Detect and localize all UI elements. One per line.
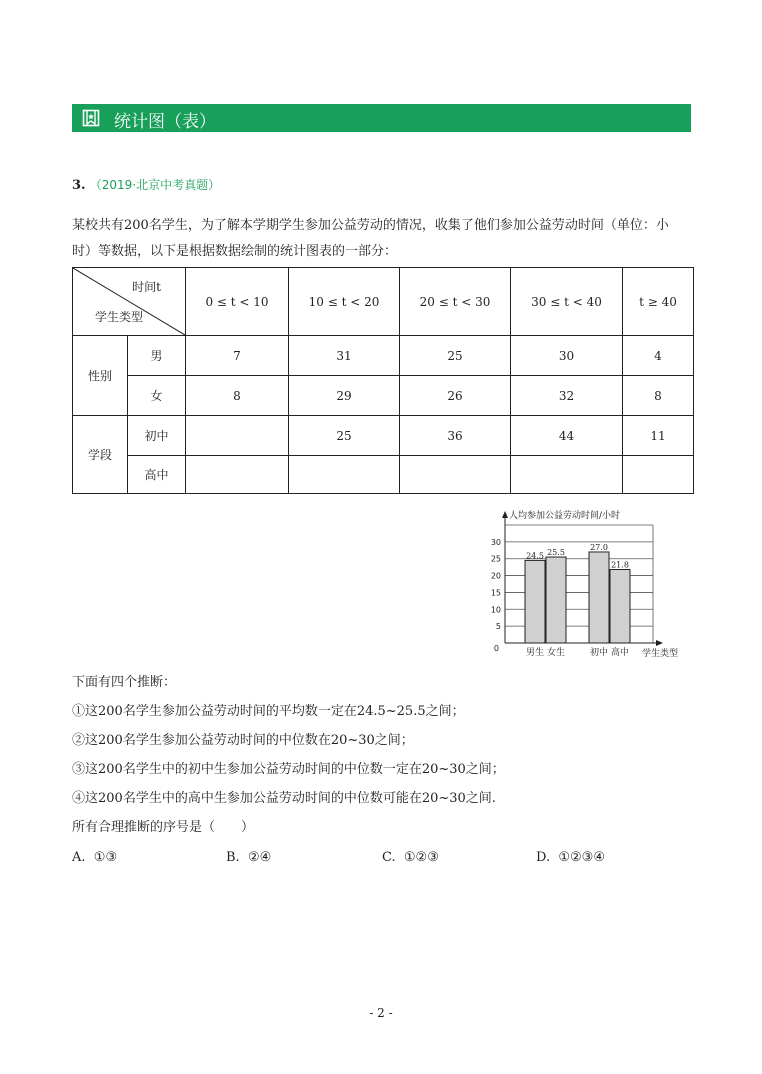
table-header: 0 ≤ t < 10 [186, 268, 289, 336]
chart-title: 人均参加公益劳动时间/小时 [509, 511, 621, 521]
option-letter: D. [536, 850, 551, 865]
table-cell [400, 456, 511, 494]
table-cell [289, 456, 400, 494]
bar-value-label: 24.5 [526, 551, 544, 561]
bar-chart [470, 505, 685, 663]
option-text: ②④ [247, 850, 272, 865]
table-row [73, 336, 694, 376]
intro-line-1: 某校共有200名学生，为了解本学期学生参加公益劳动的情况，收集了他们参加公益劳动时间（单位：小 [72, 218, 669, 233]
table-header: 30 ≤ t < 40 [511, 268, 623, 336]
group-label: 性别 [73, 336, 128, 416]
table-cell: 29 [289, 376, 400, 416]
option-c[interactable] [382, 850, 439, 865]
x-tick-label: 男生 [525, 648, 545, 658]
corner-time-label: 时间t [132, 280, 161, 294]
statement-4: ④这200名学生中的高中生参加公益劳动时间的中位数可能在20~30之间. [72, 791, 496, 806]
option-text: ①②③④ [558, 850, 605, 865]
option-a[interactable] [72, 850, 117, 865]
x-axis-label: 学生类型 [642, 649, 679, 659]
table-row [73, 416, 694, 456]
x-tick-label: 高中 [610, 648, 630, 658]
table-header: t ≥ 40 [623, 268, 694, 336]
bar [589, 552, 609, 643]
question-number: 3. [72, 178, 86, 193]
question-heading [72, 176, 220, 193]
section-header [72, 104, 691, 132]
table-cell: 7 [186, 336, 289, 376]
row-label: 初中 [128, 416, 186, 456]
table-cell: 25 [289, 416, 400, 456]
bar-value-label: 25.5 [547, 548, 565, 558]
x-tick-label: 初中 [589, 648, 609, 658]
table-cell [511, 456, 623, 494]
y-tick-label: 10 [490, 605, 501, 615]
option-text: ①③ [93, 850, 118, 865]
table-row [73, 376, 694, 416]
y-tick-label: 30 [490, 537, 501, 547]
table-cell: 26 [400, 376, 511, 416]
table-cell: 11 [623, 416, 694, 456]
table-header: 10 ≤ t < 20 [289, 268, 400, 336]
table-cell: 8 [623, 376, 694, 416]
y-tick-label: 15 [490, 588, 501, 598]
table-row [73, 456, 694, 494]
statement-1: ①这200名学生参加公益劳动时间的平均数一定在24.5~25.5之间； [72, 704, 465, 719]
bar-value-label: 21.8 [611, 560, 629, 570]
statements-intro: 下面有四个推断： [72, 675, 177, 690]
table-header: 20 ≤ t < 30 [400, 268, 511, 336]
table-cell: 8 [186, 376, 289, 416]
table-cell: 25 [400, 336, 511, 376]
option-text: ①②③ [403, 850, 439, 865]
data-table [72, 267, 694, 494]
table-cell [186, 416, 289, 456]
option-letter: B. [226, 850, 240, 865]
option-b[interactable] [226, 850, 271, 865]
bar [525, 560, 545, 643]
x-tick-label: 女生 [546, 648, 566, 658]
option-letter: C. [382, 850, 396, 865]
statement-2: ②这200名学生参加公益劳动时间的中位数在20~30之间； [72, 733, 414, 748]
question-intro [72, 213, 692, 265]
corner-type-label: 学生类型 [95, 310, 144, 324]
table-cell: 44 [511, 416, 623, 456]
bar [546, 557, 566, 643]
y-tick-label: 5 [495, 622, 501, 632]
y-tick-label: 25 [490, 554, 501, 564]
table-cell [623, 456, 694, 494]
question-source: （2019·北京中考真题） [89, 178, 221, 192]
row-label: 男 [128, 336, 186, 376]
bar [610, 570, 630, 643]
table-cell: 36 [400, 416, 511, 456]
section-title: 统计图（表） [114, 112, 216, 132]
option-letter: A. [72, 850, 86, 865]
row-label: 高中 [128, 456, 186, 494]
table-cell: 32 [511, 376, 623, 416]
statements [72, 668, 505, 842]
statement-3: ③这200名学生中的初中生参加公益劳动时间的中位数一定在20~30之间； [72, 762, 505, 777]
option-d[interactable] [536, 850, 605, 865]
intro-line-2: 时）等数据，以下是根据数据绘制的统计图表的一部分： [72, 244, 398, 259]
table-corner-cell [73, 268, 186, 336]
page-number: - 2 - [369, 1006, 393, 1020]
table-cell [186, 456, 289, 494]
table-cell: 30 [511, 336, 623, 376]
bookmark-star-icon [82, 109, 100, 127]
y-axis-arrow [502, 511, 508, 518]
y-tick-label: 20 [490, 571, 501, 581]
bar-value-label: 27.0 [590, 542, 608, 552]
x-axis-arrow [656, 640, 663, 646]
group-label: 学段 [73, 416, 128, 494]
y-tick-label: 0 [493, 644, 499, 653]
table-cell: 4 [623, 336, 694, 376]
question-ask: 所有合理推断的序号是（ ） [72, 820, 255, 835]
table-cell: 31 [289, 336, 400, 376]
row-label: 女 [128, 376, 186, 416]
